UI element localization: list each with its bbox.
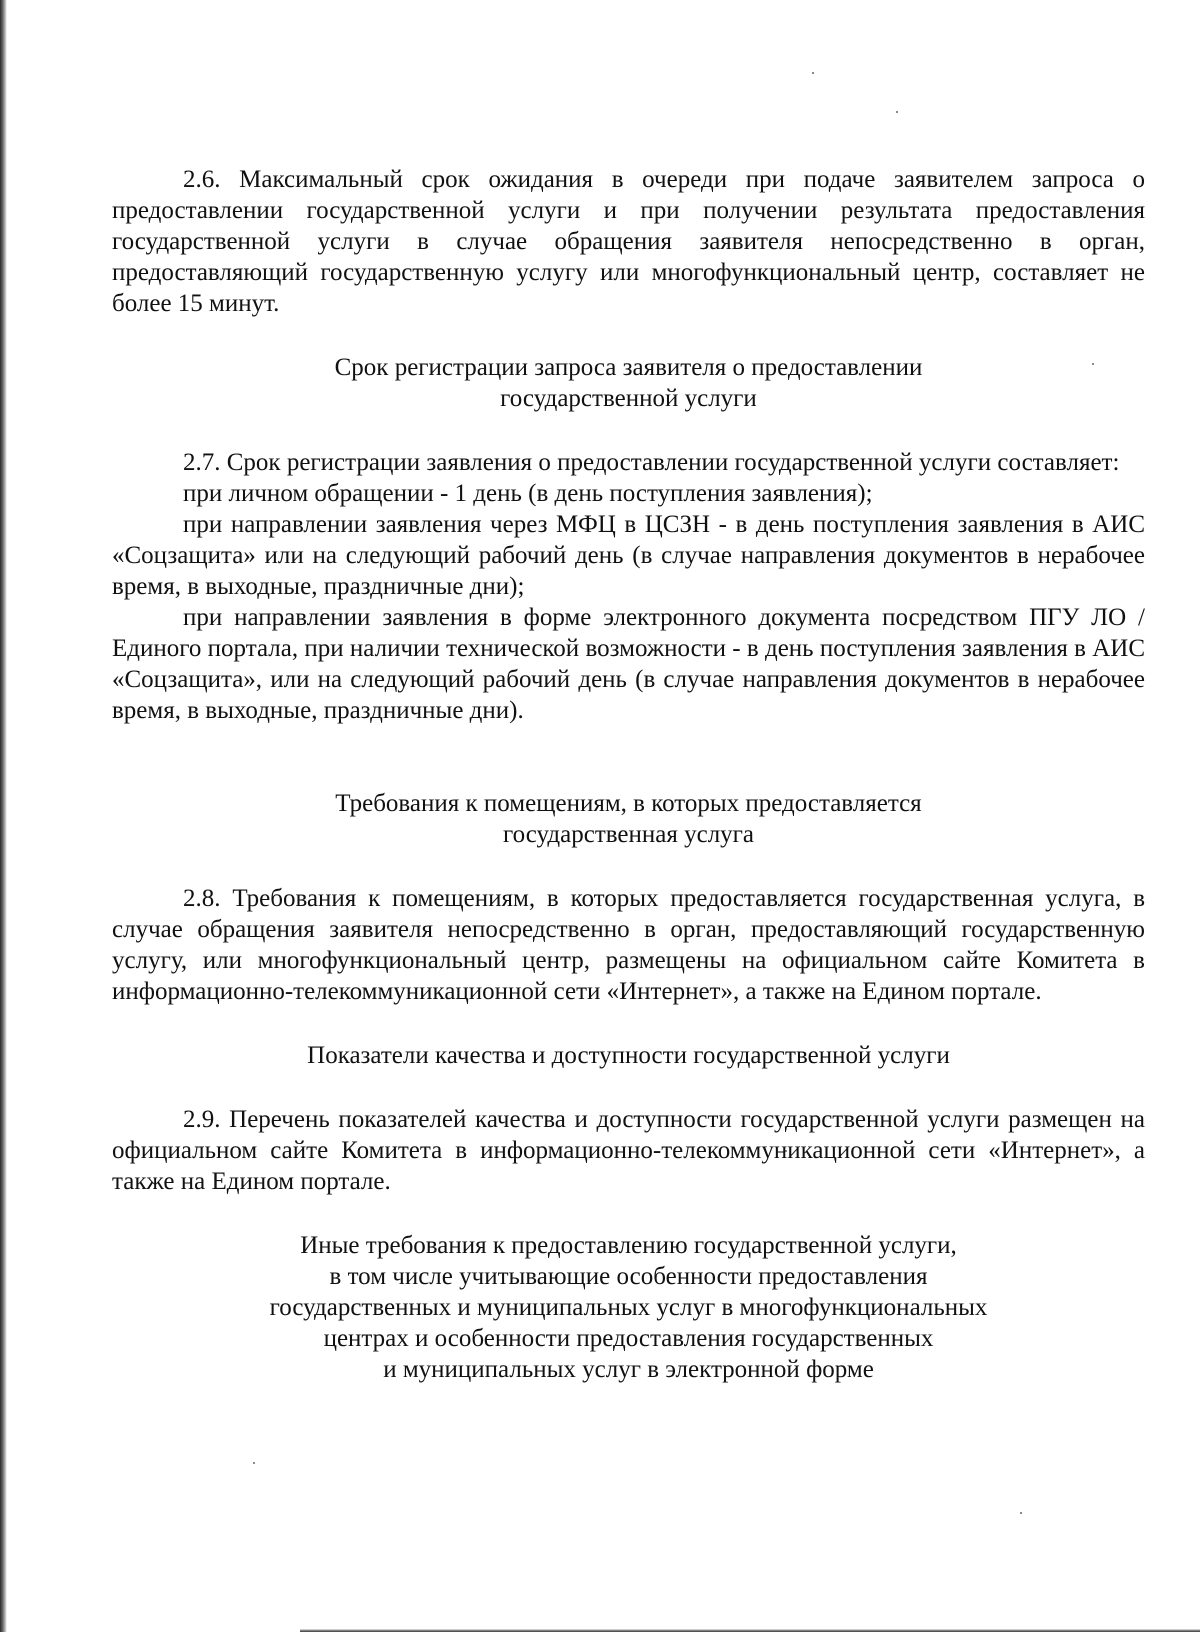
scan-speck <box>812 72 814 74</box>
heading-line: Требования к помещениям, в которых предоставляется <box>335 790 922 817</box>
paragraph-2-9: 2.9. Перечень показателей качества и доступности государственной услуги размещен на официальном сайте Комитета в информационно-телекоммуникационной сети «Интернет», а также на Едином портале. <box>112 1106 1145 1195</box>
paragraph-2-8: 2.8. Требования к помещениям, в которых предоставляется государственная услуга, в случае обращения заявителя непосредственно в орган, предоставляющий государственную услугу, или многофункциональный центр, размещены на официальном сайте Комитета в информационно-телекоммуникационной сети «Интернет», а также на Едином портале. <box>112 885 1145 1005</box>
heading-line: и муниципальных услуг в электронной форме <box>383 1356 874 1383</box>
heading-other-requirements <box>112 1230 1145 1385</box>
heading-line: центрах и особенности предоставления государственных <box>323 1325 934 1352</box>
heading-line: государственной услуги <box>500 385 757 412</box>
heading-registration-term <box>112 352 1145 414</box>
scan-speck <box>253 1462 255 1464</box>
paragraph-2-7: 2.7. Срок регистрации заявления о предоставлении государственной услуги составляет: <box>183 449 1120 476</box>
heading-line: Срок регистрации запроса заявителя о предоставлении <box>334 354 923 381</box>
heading-line: государственных и муниципальных услуг в многофункциональных <box>269 1294 988 1321</box>
heading-line: Иные требования к предоставлению государственной услуги, <box>300 1232 957 1259</box>
heading-premises-requirements <box>112 788 1145 850</box>
paragraph-2-7-personal: при личном обращении - 1 день (в день поступления заявления); <box>183 480 873 507</box>
heading-line: Показатели качества и доступности государственной услуги <box>307 1042 950 1069</box>
scan-left-edge <box>0 0 7 1632</box>
scan-speck <box>896 111 898 113</box>
paragraph-2-7-mfc: при направлении заявления через МФЦ в ЦСЗН - в день поступления заявления в АИС «Соцзащита» или на следующий рабочий день (в случае направления документов в нерабочее время, в выходные, праздничные дни); <box>112 511 1145 600</box>
paragraph-2-7-electronic: при направлении заявления в форме электронного документа посредством ПГУ ЛО / Единого портала, при наличии технической возможности - в день поступления заявления в АИС «Соцзащита», или на следующий рабочий день (в случае направления документов в нерабочее время, в выходные, праздничные дни). <box>112 604 1145 724</box>
heading-line: в том числе учитывающие особенности предоставления <box>329 1263 928 1290</box>
heading-line: государственная услуга <box>502 821 755 848</box>
heading-quality-indicators <box>112 1040 1145 1071</box>
document-body <box>112 164 1145 1385</box>
scan-speck <box>1020 1512 1022 1514</box>
paragraph-2-6: 2.6. Максимальный срок ожидания в очереди при подаче заявителем запроса о предоставлении государственной услуги и при получении результата предоставления государственной услуги в случае обращения заявителя непосредственно в орган, предоставляющий государственную услугу или многофункциональный центр, составляет не более 15 минут. <box>112 166 1145 317</box>
